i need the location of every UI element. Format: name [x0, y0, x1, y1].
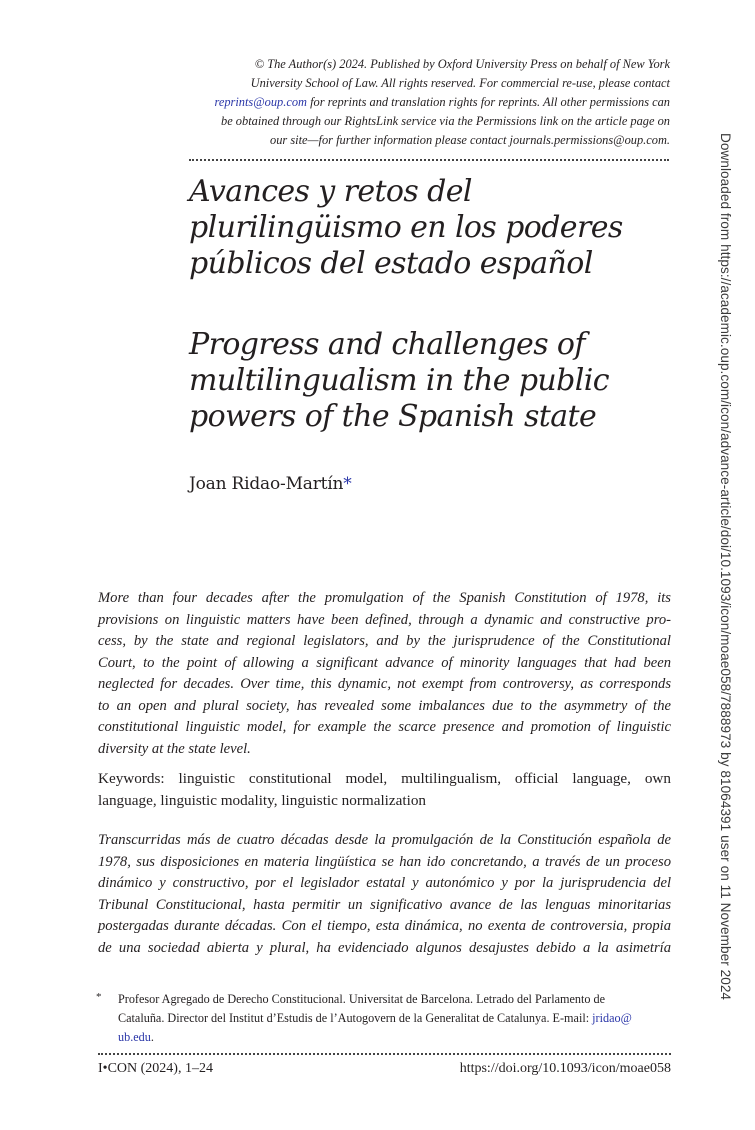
resumen-line: Tribunal Constitucional, hasta permitir un significativo avance de las lenguas minoritarias	[98, 896, 671, 913]
abstract-line: diversity at the state level.	[98, 740, 251, 757]
resumen-line: 1978, sus disposiciones en materia lingüística se han ido concretando, a través de un proceso	[98, 853, 671, 870]
title-line: públicos del estado español	[189, 246, 593, 281]
footnote-line	[118, 1028, 671, 1047]
download-watermark: Downloaded from https://academic.oup.com/icon/advance-article/doi/10.1093/icon/moae058/7888973 by 81064391 user on 11 November 2024	[718, 133, 733, 1001]
author-name	[189, 474, 352, 494]
copyright-line: © The Author(s) 2024. Published by Oxford University Press on behalf of New York	[254, 57, 670, 71]
abstract-line: More than four decades after the promulgation of the Spanish Constitution of 1978, its	[98, 590, 671, 606]
author-footnote	[98, 990, 671, 1047]
title-line: powers of the Spanish state	[189, 399, 597, 434]
abstract-line: neglected for decades. Over time, this dynamic, not exempt from controversy, as corresponds	[98, 676, 671, 692]
keywords	[98, 768, 671, 812]
abstract-line: Court, to the point of allowing a significant advance of minority languages that had been	[98, 654, 671, 671]
abstract-spanish	[98, 830, 671, 959]
title-line: Progress and challenges of	[189, 327, 585, 362]
copyright-line	[178, 93, 670, 112]
doi-link[interactable]: https://doi.org/10.1093/icon/moae058	[459, 1061, 671, 1076]
resumen-line: Transcurridas más de cuatro décadas desde la promulgación de la Constitución española de	[98, 832, 671, 848]
copyright-line-text: for reprints and translation rights for reprints. All other permissions can	[306, 95, 670, 109]
title-line: multilingualism in the public	[189, 363, 609, 398]
top-dotted-divider	[189, 159, 669, 161]
abstract-line: to an open and plural society, has revealed some imbalances due to the asymmetry of the	[98, 697, 671, 714]
article-title-spanish	[189, 174, 689, 282]
footnote-line	[118, 1009, 671, 1028]
article-title-english	[189, 327, 689, 435]
footnote-line: Profesor Agregado de Derecho Constitucional. Universitat de Barcelona. Letrado del Parlamento de	[118, 992, 605, 1006]
copyright-notice	[178, 55, 670, 150]
title-line: Avances y retos del	[189, 174, 472, 209]
author-name-text: Joan Ridao-Martín	[189, 474, 344, 494]
journal-citation: I•CON (2024), 1–24	[98, 1061, 213, 1076]
copyright-line: be obtained through our RightsLink service via the Permissions link on the article page on	[221, 114, 670, 128]
keywords-line: language, linguistic modality, linguistic normalization	[98, 792, 427, 809]
footnote-line-end: .	[150, 1030, 154, 1044]
abstract-english	[98, 588, 671, 760]
footnote-text	[118, 990, 671, 1047]
footnote-line-text: Cataluña. Director del Institut d’Estudis de l’Autogovern de la Generalitat de Catalunya. E-mail:	[118, 1011, 593, 1025]
copyright-line: our site—for further information please contact journals.permissions@oup.com.	[270, 133, 670, 147]
title-line: plurilingüismo en los poderes	[189, 210, 623, 245]
bottom-dotted-divider	[98, 1053, 671, 1055]
author-email-link[interactable]: jridao@	[592, 1011, 632, 1025]
resumen-line: dinámico y constructivo, por el legislador estatal y autonómico y por la jurisprudencia del	[98, 875, 671, 891]
author-email-link-continued[interactable]: ub.edu	[118, 1030, 151, 1044]
copyright-line: University School of Law. All rights reserved. For commercial re-use, please contact	[250, 76, 670, 90]
keywords-line: Keywords: linguistic constitutional model, multilingualism, official language, own	[98, 770, 671, 787]
author-footnote-marker[interactable]: *	[343, 474, 352, 494]
resumen-line: postergadas durante décadas. Con el tiempo, esta dinámica, no exenta de controversia, propia	[98, 918, 671, 934]
resumen-line: de una sociedad abierta y plural, ha evidenciado algunos desajustes debido a la asimetría	[98, 939, 671, 956]
abstract-line: cess, by the state and regional legislators, and by the jurisprudence of the Constitutional	[98, 633, 671, 649]
abstract-line: provisions on linguistic matters have been defined, through a dynamic and constructive pro-	[98, 611, 671, 628]
abstract-line: constitutional linguistic model, for example the scarce presence and promotion of linguistic	[98, 719, 671, 735]
footnote-marker: *	[96, 991, 102, 1003]
reprints-email-link[interactable]: reprints@oup.com	[214, 95, 307, 109]
